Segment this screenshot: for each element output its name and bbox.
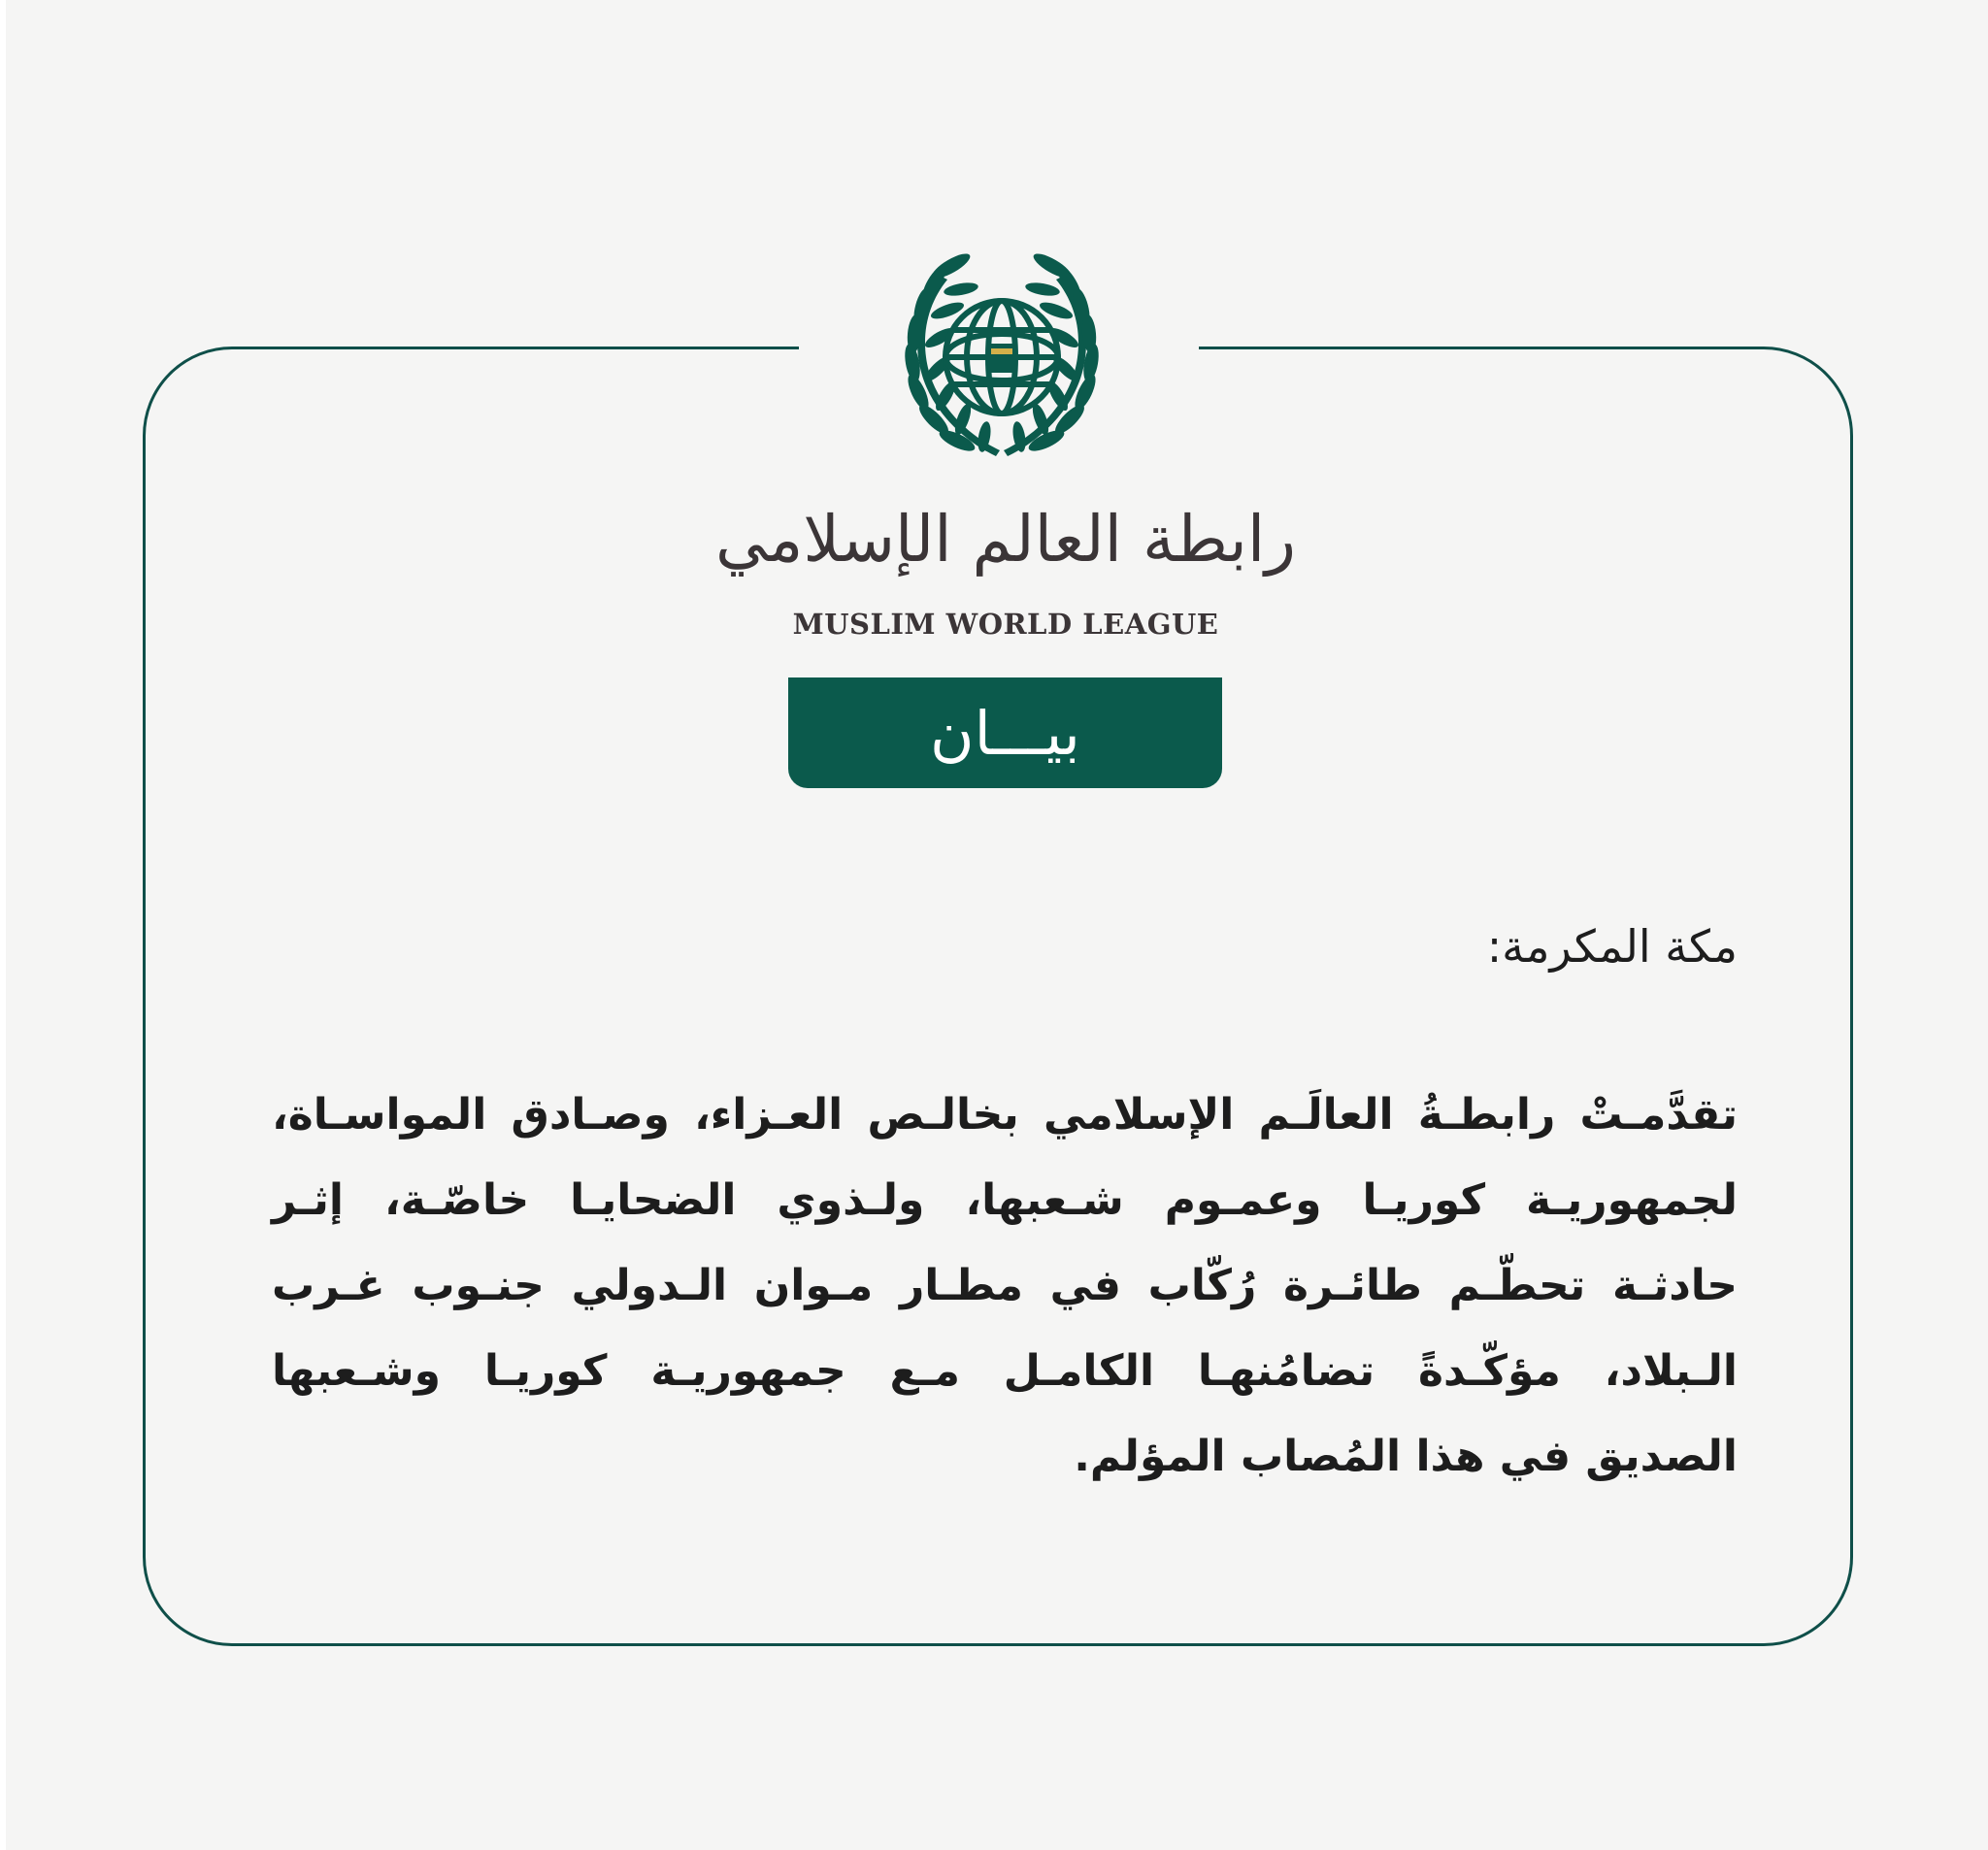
globe-laurel-emblem-icon — [895, 250, 1109, 464]
arabic-org-name: رابطة العالم الإسلامي — [714, 501, 1297, 577]
paragraph-line: الـبلاد، مؤكّـدةً تضامُنهـا الكامـل مـع جمهوريـة كوريـا وشـعبها — [272, 1346, 1738, 1396]
paragraph-line: لجمهوريـة كوريـا وعمـوم شـعبها، ولـذوي الضحايـا خاصّـة، إثـر — [272, 1175, 1738, 1225]
page-edge — [0, 0, 6, 1850]
paragraph-line: تقدَّمـتْ رابطـةُ العالَـم الإسلامي بخالـص العـزاء، وصـادق المواسـاة، — [272, 1090, 1738, 1140]
statement-badge — [788, 677, 1222, 788]
dateline: مكة المكرمة: — [1486, 920, 1738, 973]
badge-label: بيـــان — [930, 697, 1080, 769]
statement-body — [272, 912, 1738, 1500]
paragraph-line: حادثـة تحطّـم طائـرة رُكّاب في مطـار مـوان الـدولي جنـوب غـرب — [272, 1261, 1738, 1310]
paragraph-line: الصديق في هذا المُصاب المؤلم. — [1074, 1432, 1738, 1481]
english-org-name: MUSLIM WORLD LEAGUE — [792, 608, 1219, 641]
